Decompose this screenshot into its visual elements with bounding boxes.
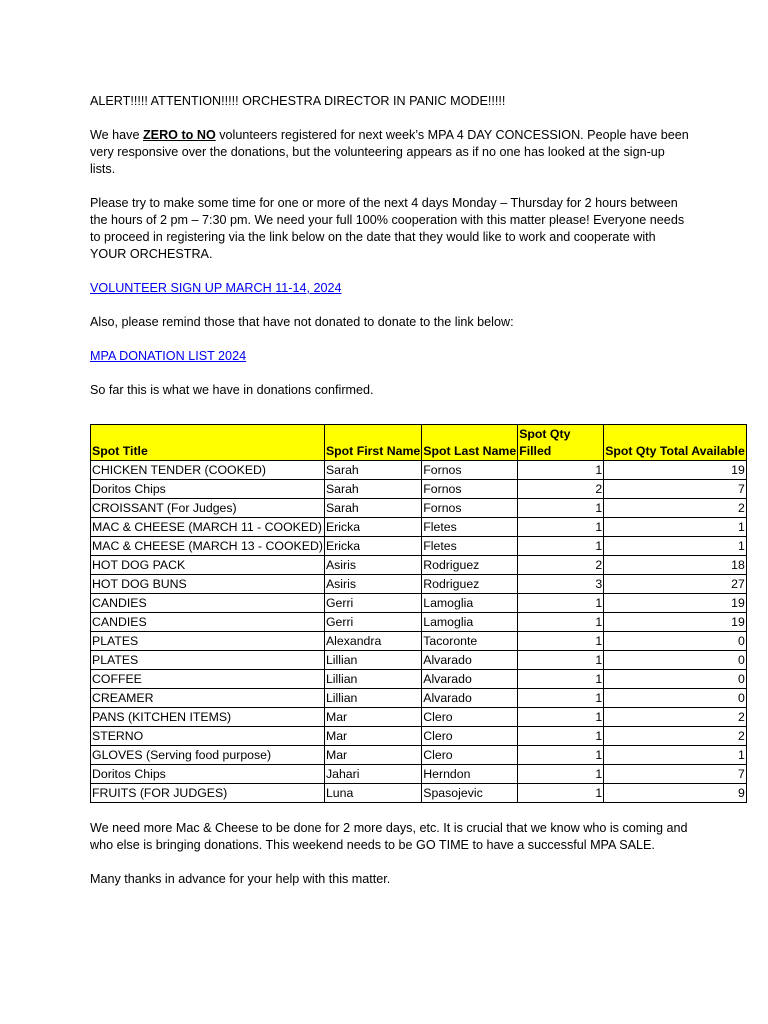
cell-spot-title: CREAMER <box>91 689 325 708</box>
cell-last-name: Fletes <box>422 518 518 537</box>
cell-last-name: Herndon <box>422 765 518 784</box>
cell-spot-title: MAC & CHEESE (MARCH 13 - COOKED) <box>91 537 325 556</box>
table-row <box>91 613 747 632</box>
cell-first-name: Gerri <box>324 613 421 632</box>
table-row <box>91 480 747 499</box>
cell-qty-available: 1 <box>604 746 747 765</box>
cell-last-name: Fornos <box>422 499 518 518</box>
cell-qty-filled: 2 <box>518 556 604 575</box>
cell-qty-available: 7 <box>604 480 747 499</box>
table-row <box>91 556 747 575</box>
cell-first-name: Asiris <box>324 556 421 575</box>
cell-qty-filled: 1 <box>518 461 604 480</box>
alert-heading: ALERT!!!!! ATTENTION!!!!! ORCHESTRA DIRECTOR IN PANIC MODE!!!!! <box>90 94 506 108</box>
cell-last-name: Tacoronte <box>422 632 518 651</box>
cell-first-name: Lillian <box>324 651 421 670</box>
header-last-name: Spot Last Name <box>422 425 518 461</box>
header-spot-title: Spot Title <box>91 425 325 461</box>
para1-suffix: volunteers registered for next week’s MPA 4 DAY CONCESSION. People have been very responsive over the donations, but the volunteering appears as if no one has looked at the sign-up lists. <box>90 128 689 176</box>
cell-last-name: Alvarado <box>422 689 518 708</box>
table-row <box>91 499 747 518</box>
table-row <box>91 784 747 803</box>
cell-qty-available: 0 <box>604 632 747 651</box>
cell-qty-available: 2 <box>604 708 747 727</box>
cell-spot-title: CANDIES <box>91 613 325 632</box>
header-qty-filled: Spot Qty Filled <box>518 425 604 461</box>
header-qty-available: Spot Qty Total Available <box>604 425 747 461</box>
cell-spot-title: GLOVES (Serving food purpose) <box>91 746 325 765</box>
cell-first-name: Lillian <box>324 670 421 689</box>
table-row <box>91 537 747 556</box>
cell-spot-title: PLATES <box>91 632 325 651</box>
cell-spot-title: Doritos Chips <box>91 480 325 499</box>
cell-qty-available: 0 <box>604 689 747 708</box>
cell-qty-available: 1 <box>604 518 747 537</box>
table-body <box>91 461 747 803</box>
table-row <box>91 708 747 727</box>
cell-first-name: Alexandra <box>324 632 421 651</box>
cell-qty-filled: 1 <box>518 651 604 670</box>
cell-first-name: Sarah <box>324 461 421 480</box>
cell-qty-filled: 2 <box>518 480 604 499</box>
cell-spot-title: STERNO <box>91 727 325 746</box>
cell-last-name: Clero <box>422 727 518 746</box>
table-row <box>91 689 747 708</box>
cell-spot-title: HOT DOG PACK <box>91 556 325 575</box>
cell-spot-title: CANDIES <box>91 594 325 613</box>
cell-qty-available: 27 <box>604 575 747 594</box>
cell-last-name: Fornos <box>422 480 518 499</box>
cell-last-name: Rodriguez <box>422 556 518 575</box>
cell-qty-filled: 1 <box>518 708 604 727</box>
table-row <box>91 651 747 670</box>
cell-first-name: Jahari <box>324 765 421 784</box>
cell-first-name: Luna <box>324 784 421 803</box>
table-row <box>91 765 747 784</box>
cell-first-name: Ericka <box>324 537 421 556</box>
cell-qty-available: 1 <box>604 537 747 556</box>
cell-qty-available: 19 <box>604 594 747 613</box>
cell-qty-filled: 1 <box>518 727 604 746</box>
table-row <box>91 575 747 594</box>
cell-first-name: Lillian <box>324 689 421 708</box>
cell-last-name: Clero <box>422 746 518 765</box>
cell-qty-available: 19 <box>604 461 747 480</box>
cell-spot-title: CHICKEN TENDER (COOKED) <box>91 461 325 480</box>
cell-qty-filled: 1 <box>518 613 604 632</box>
request-paragraph: Please try to make some time for one or more of the next 4 days Monday – Thursday for 2 hours between the hours of 2 pm – 7:30 pm. We need your full 100% cooperation with this matter please! Everyone needs to proceed in registering via the link below on the date that they would like to work and cooperate with YOUR ORCHESTRA. <box>90 196 685 261</box>
table-row <box>91 518 747 537</box>
volunteer-signup-link[interactable]: VOLUNTEER SIGN UP MARCH 11-14, 2024 <box>90 281 342 295</box>
email-body <box>90 93 690 416</box>
table-row <box>91 670 747 689</box>
cell-qty-filled: 1 <box>518 537 604 556</box>
cell-last-name: Lamoglia <box>422 594 518 613</box>
cell-last-name: Clero <box>422 708 518 727</box>
cell-last-name: Spasojevic <box>422 784 518 803</box>
cell-qty-filled: 1 <box>518 689 604 708</box>
table-row <box>91 632 747 651</box>
cell-last-name: Alvarado <box>422 651 518 670</box>
cell-last-name: Lamoglia <box>422 613 518 632</box>
cell-qty-filled: 1 <box>518 594 604 613</box>
cell-qty-available: 18 <box>604 556 747 575</box>
cell-last-name: Rodriguez <box>422 575 518 594</box>
cell-qty-available: 0 <box>604 670 747 689</box>
cell-qty-available: 7 <box>604 765 747 784</box>
cell-qty-filled: 1 <box>518 632 604 651</box>
cell-first-name: Sarah <box>324 499 421 518</box>
cell-spot-title: HOT DOG BUNS <box>91 575 325 594</box>
volunteer-status-paragraph <box>90 127 690 178</box>
closing-paragraph: We need more Mac & Cheese to be done for 2 more days, etc. It is crucial that we know who is coming and who else is bringing donations. This weekend needs to be GO TIME to have a successful MPA SALE. <box>90 821 688 852</box>
header-first-name: Spot First Name <box>324 425 421 461</box>
donate-reminder: Also, please remind those that have not donated to donate to the link below: <box>90 315 514 329</box>
cell-qty-filled: 1 <box>518 746 604 765</box>
cell-spot-title: FRUITS (FOR JUDGES) <box>91 784 325 803</box>
table-row <box>91 461 747 480</box>
cell-qty-filled: 1 <box>518 499 604 518</box>
cell-last-name: Fornos <box>422 461 518 480</box>
cell-last-name: Alvarado <box>422 670 518 689</box>
thanks-line: Many thanks in advance for your help with this matter. <box>90 872 391 886</box>
closing-section <box>90 820 700 905</box>
cell-spot-title: MAC & CHEESE (MARCH 11 - COOKED) <box>91 518 325 537</box>
cell-qty-filled: 1 <box>518 670 604 689</box>
table-row <box>91 594 747 613</box>
cell-spot-title: PLATES <box>91 651 325 670</box>
cell-qty-available: 9 <box>604 784 747 803</box>
cell-first-name: Sarah <box>324 480 421 499</box>
cell-first-name: Ericka <box>324 518 421 537</box>
cell-last-name: Fletes <box>422 537 518 556</box>
cell-spot-title: PANS (KITCHEN ITEMS) <box>91 708 325 727</box>
table-intro: So far this is what we have in donations confirmed. <box>90 383 374 397</box>
table-row <box>91 746 747 765</box>
cell-qty-available: 2 <box>604 727 747 746</box>
cell-qty-available: 0 <box>604 651 747 670</box>
cell-qty-filled: 1 <box>518 518 604 537</box>
cell-qty-filled: 1 <box>518 765 604 784</box>
cell-qty-available: 19 <box>604 613 747 632</box>
cell-spot-title: Doritos Chips <box>91 765 325 784</box>
cell-qty-filled: 1 <box>518 784 604 803</box>
cell-first-name: Mar <box>324 727 421 746</box>
cell-first-name: Mar <box>324 746 421 765</box>
table-header-row <box>91 425 747 461</box>
zero-to-no-emphasis: ZERO to NO <box>142 128 216 142</box>
cell-first-name: Mar <box>324 708 421 727</box>
donations-table <box>90 424 747 803</box>
donation-list-link[interactable]: MPA DONATION LIST 2024 <box>90 349 247 363</box>
para1-prefix: We have <box>90 128 143 142</box>
table-row <box>91 727 747 746</box>
cell-qty-available: 2 <box>604 499 747 518</box>
cell-spot-title: CROISSANT (For Judges) <box>91 499 325 518</box>
cell-first-name: Gerri <box>324 594 421 613</box>
cell-first-name: Asiris <box>324 575 421 594</box>
cell-qty-filled: 3 <box>518 575 604 594</box>
cell-spot-title: COFFEE <box>91 670 325 689</box>
